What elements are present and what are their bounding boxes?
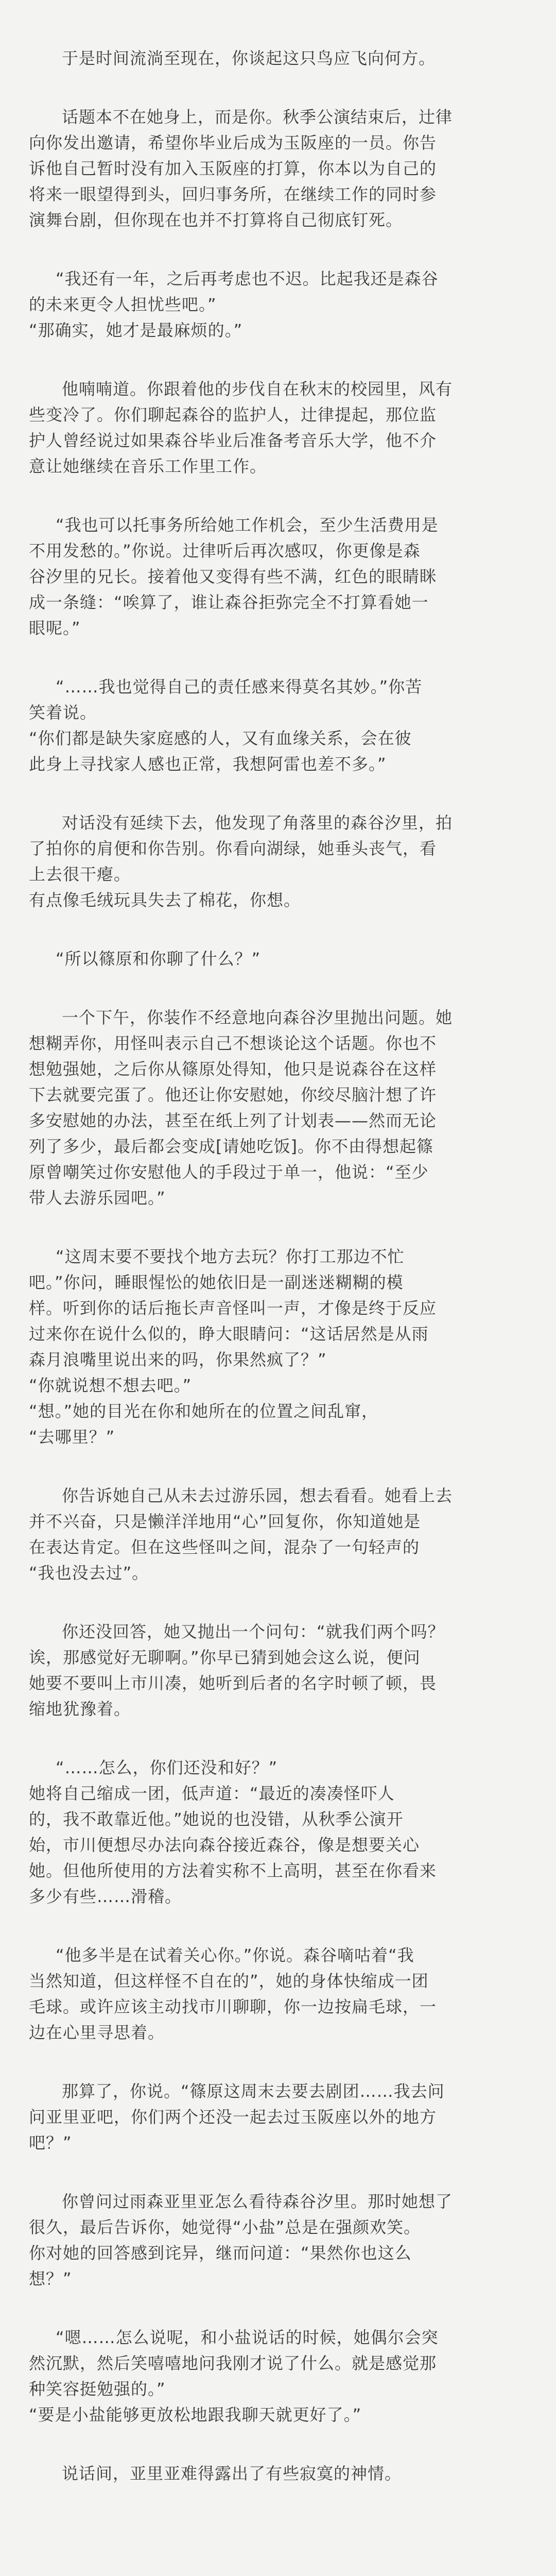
- text-line: 成一条缝：“唉算了，谁让森谷拒弥完全不打算看她一: [29, 592, 429, 612]
- text-line: 毛球。或许应该主动找市川聊聊，你一边按扁毛球，一: [29, 1997, 437, 2016]
- text-line: “我也可以托事务所给她工作机会，至少生活费用是: [56, 515, 439, 535]
- paragraph: [29, 2189, 527, 2292]
- text-line: 当然知道，但这样怪不自在的”，她的身体快缩成一团: [29, 1971, 429, 1991]
- text-line: 吧？”: [29, 2133, 72, 2153]
- text-line: 些变冷了。你们聊起森谷的监护人，辻律提起，那位监: [29, 405, 437, 425]
- text-line: “你就说想不想去吧。”: [29, 1376, 192, 1395]
- text-line: 始，市川便想尽办法向森谷接近森谷，像是想要关心: [29, 1835, 420, 1855]
- paragraph: [29, 376, 527, 479]
- text-line: 将来一眼望得到头，回归事务所，在继续工作的同时参: [29, 184, 437, 204]
- paragraph: [29, 1755, 527, 1909]
- text-line: “他多半是在试着关心你。”你说。森谷嘀咕着“我: [56, 1945, 414, 1965]
- text-line: 你还没回答，她又抛出一个问句：“就我们两个吗？: [62, 1622, 445, 1641]
- text-line: 森月浪嘴里说出来的吗，你果然疯了？”: [29, 1350, 327, 1369]
- text-line: 很久，最后告诉你，她觉得“小盐”总是在强颜欢笑。: [29, 2217, 421, 2237]
- text-line: 意让她继续在音乐工作里工作。: [29, 456, 267, 476]
- text-line: 你曾问过雨森亚里亚怎么看待森谷汐里。那时她想了: [62, 2192, 453, 2211]
- paragraph: [29, 1244, 527, 1450]
- text-line: 于是时间流淌至现在，你谈起这只鸟应飞向何方。: [62, 48, 436, 68]
- text-line: “你们都是缺失家庭感的人，又有血缘关系，会在彼: [29, 728, 412, 748]
- paragraph: [29, 1483, 527, 1586]
- text-line: 眼呢。”: [29, 618, 81, 638]
- text-line: 诶，那感觉好无聊啊。”你早已猜到她会这么说，便问: [29, 1648, 421, 1667]
- text-line: “去哪里？”: [29, 1427, 115, 1447]
- text-line: 吧。”你问，睡眼惺忪的她依旧是一副迷迷糊糊的模: [29, 1273, 404, 1292]
- paragraph: [29, 2461, 527, 2486]
- paragraph: [29, 2078, 527, 2156]
- paragraph: [29, 1942, 527, 2045]
- text-line: 过来你在说什么似的，睁大眼睛问：“这话居然是从雨: [29, 1324, 429, 1344]
- text-line: “那确实，她才是最麻烦的。”: [29, 320, 243, 340]
- text-line: 在表达肯定。但在这些怪叫之间，混杂了一句轻声的: [29, 1537, 420, 1557]
- text-line: 笑着说。: [29, 703, 97, 722]
- text-line: 她。但他所使用的方法着实称不上高明，甚至在你看来: [29, 1861, 437, 1880]
- text-line: 的未来更令人担忧些吧。”: [29, 295, 217, 314]
- text-line: 带人去游乐园吧。”: [29, 1188, 166, 1208]
- text-line: 上去很干瘪。: [29, 865, 131, 884]
- text-line: 多安慰她的办法，甚至在纸上列了计划表——然而无论: [29, 1111, 437, 1130]
- text-line: 想勉强她，之后你从篠原处得知，他只是说森谷在这样: [29, 1059, 437, 1079]
- text-line: “……怎么，你们还没和好？”: [56, 1758, 278, 1777]
- text-line: 此身上寻找家人感也正常，我想阿雷也差不多。”: [29, 754, 387, 774]
- text-line: 一个下午，你装作不经意地向森谷汐里抛出问题。她: [62, 1008, 453, 1027]
- text-line: 不用发愁的。”你说。辻律听后再次感叹，你更像是森: [29, 541, 421, 561]
- text-line: 那算了，你说。“篠原这周末去要去剧团……我去问: [62, 2081, 445, 2101]
- paragraph: [29, 810, 527, 913]
- text-line: “……我也觉得自己的责任感来得莫名其妙。”你苦: [56, 677, 423, 697]
- text-line: 下去就要完蛋了。他还让你安慰她，你绞尽脑汁想了许: [29, 1085, 437, 1105]
- text-line: 原曾嘲笑过你安慰他人的手段过于单一，他说：“至少: [29, 1162, 429, 1182]
- text-line: 她将自己缩成一团，低声道：“最近的凑凑怪吓人: [29, 1784, 395, 1803]
- text-line: 你对她的回答感到诧异，继而问道：“果然你也这么: [29, 2243, 412, 2263]
- text-line: 然沉默，然后笑嘻嘻地问我刚才说了什么。就是感觉那: [29, 2353, 437, 2373]
- text-line: “要是小盐能够更放松地跟我聊天就更好了。”: [29, 2405, 362, 2425]
- text-line: “我也没去过”。: [29, 1563, 149, 1583]
- text-line: “我还有一年，之后再考虑也不迟。比起我还是森谷: [56, 269, 439, 289]
- text-line: “想。”她的目光在你和她所在的位置之间乱窜，: [29, 1401, 379, 1421]
- text-line: 护人曾经说过如果森谷毕业后准备考音乐大学，他不介: [29, 431, 437, 450]
- text-line: “嗯……怎么说呢，和小盐说话的时候，她偶尔会突: [56, 2328, 439, 2347]
- text-line: 对话没有延续下去，他发现了角落里的森谷汐里，拍: [62, 813, 453, 833]
- text-line: 列了多少，最后都会变成[请她吃饭]。你不由得想起篠: [29, 1137, 433, 1156]
- text-line: 向你发出邀请，希望你毕业后成为玉阪座的一员。你告: [29, 133, 437, 152]
- text-line: 的，我不敢靠近他。”她说的也没错，从秋季公演开: [29, 1809, 404, 1829]
- paragraph: [29, 104, 527, 233]
- paragraph: [29, 2325, 527, 2428]
- text-line: 边在心里寻思着。: [29, 2023, 165, 2042]
- text-line: “这周末要不要找个地方去玩？你打工那边不忙: [56, 1247, 405, 1266]
- text-line: 你告诉她自己从未去过游乐园，想去看看。她看上去: [62, 1486, 453, 1505]
- text-line: 并不兴奋，只是懒洋洋地用“心”回复你，你知道她是: [29, 1512, 421, 1531]
- text-line: 演舞台剧，但你现在也并不打算将自己彻底钉死。: [29, 210, 403, 230]
- text-line: 多少有些……滑稽。: [29, 1887, 182, 1906]
- text-line: 她要不要叫上市川凑，她听到后者的名字时顿了顿，畏: [29, 1673, 437, 1693]
- paragraph: [29, 946, 527, 972]
- text-line: “所以篠原和你聊了什么？”: [56, 949, 261, 969]
- text-line: 想？”: [29, 2269, 72, 2289]
- paragraph: [29, 1619, 527, 1722]
- paragraph: [29, 45, 527, 71]
- text-line: 缩地犹豫着。: [29, 1699, 131, 1719]
- text-line: 诉他自己暂时没有加入玉阪座的打算，你本以为自己的: [29, 159, 437, 178]
- paragraph: [29, 1005, 527, 1211]
- paragraph: [29, 266, 527, 343]
- text-line: 说话间，亚里亚难得露出了有些寂寞的神情。: [62, 2464, 402, 2483]
- text-line: 问亚里亚吧，你们两个还没一起去过玉阪座以外的地方: [29, 2107, 437, 2127]
- text-line: 种笑容挺勉强的。”: [29, 2379, 166, 2399]
- paragraph: [29, 512, 527, 641]
- text-line: 样。听到你的话后拖长声音怪叫一声，才像是终于反应: [29, 1298, 437, 1318]
- text-line: 想糊弄你，用怪叫表示自己不想谈论这个话题。你也不: [29, 1033, 437, 1053]
- text-line: 谷汐里的兄长。接着他又变得有些不满，红色的眼睛眯: [29, 567, 437, 586]
- paragraph: [29, 674, 527, 777]
- text-line: 有点像毛绒玩具失去了棉花，你想。: [29, 890, 301, 910]
- text-line: 话题本不在她身上，而是你。秋季公演结束后，辻律: [62, 107, 453, 127]
- text-line: 了拍你的肩便和你告别。你看向湖绿，她垂头丧气，看: [29, 839, 437, 858]
- text-line: 他喃喃道。你跟着他的步伐自在秋末的校园里，风有: [62, 379, 453, 399]
